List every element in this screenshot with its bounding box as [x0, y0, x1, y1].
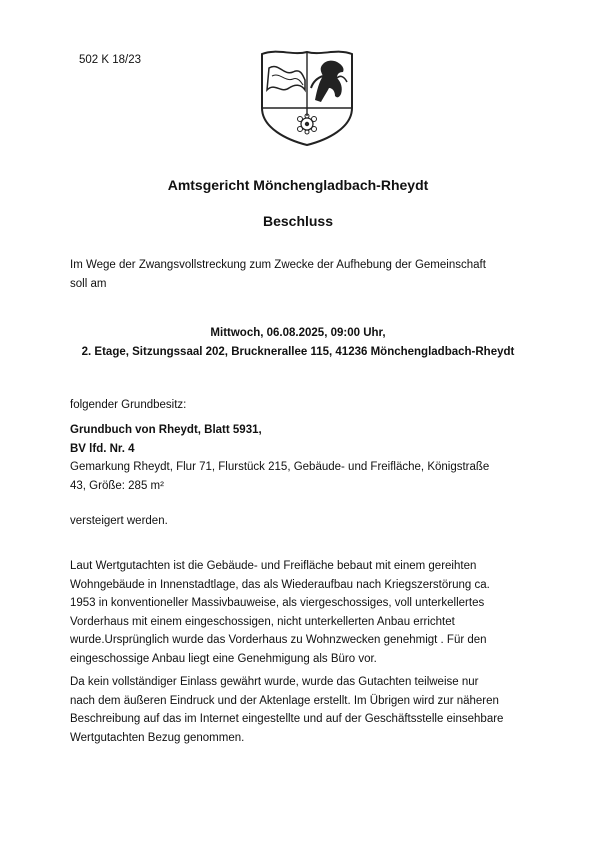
court-name: Amtsgericht Mönchengladbach-Rheydt — [167, 177, 429, 193]
paragraph-line: nach dem äußeren Eindruck und der Aktenlage erstellt. Im Übrigen wird zur näheren — [70, 694, 499, 707]
paragraph-line: Wertgutachten Bezug genommen. — [70, 731, 245, 744]
appointment-block — [0, 324, 596, 361]
paragraph-line: Da kein vollständiger Einlass gewährt wurde, wurde das Gutachten teilweise nur — [70, 676, 479, 688]
property-block — [70, 421, 540, 495]
paragraph-line: Beschreibung auf das im Internet eingestellte und auf der Geschäftsstelle einsehbare — [70, 713, 504, 725]
paragraph-line: eingeschossige Anbau liegt eine Genehmigung als Büro vor. — [70, 652, 377, 665]
property-description: Gemarkung Rheydt, Flur 71, Flurstück 215, Gebäude- und Freifläche, Königstraße — [70, 461, 490, 473]
document-title: Beschluss — [262, 213, 334, 229]
property-heading: folgender Grundbesitz: — [70, 399, 187, 411]
intro-paragraph — [70, 256, 540, 293]
auction-statement: versteigert werden. — [70, 515, 168, 527]
paragraph-line: Laut Wertgutachten ist die Gebäude- und Freifläche bebaut mit einem gereihten — [70, 560, 477, 572]
land-register: Grundbuch von Rheydt, Blatt 5931, — [70, 424, 262, 436]
nrw-coat-of-arms-icon — [257, 46, 357, 146]
paragraph-line: Wohngebäude in Innenstadtlage, das als Wiederaufbau nach Kriegszerstörung ca. — [70, 578, 490, 591]
appraisal-paragraph — [70, 557, 540, 668]
paragraph-line: Vorderhaus mit einem eingeschossigen, nicht unterkellerten Anbau errichtet — [70, 615, 455, 628]
appointment-date: Mittwoch, 06.08.2025, 09:00 Uhr, — [210, 327, 386, 339]
property-description: 43, Größe: 285 m² — [70, 479, 164, 492]
appointment-location: 2. Etage, Sitzungssaal 202, Brucknerallee 115, 41236 Mönchengladbach-Rheydt — [81, 345, 515, 358]
paragraph-line: 1953 in konventioneller Massivbauweise, als viergeschossiges, voll unterkellertes — [70, 597, 485, 609]
access-paragraph — [70, 673, 540, 747]
intro-line: soll am — [70, 277, 107, 290]
bv-number: BV lfd. Nr. 4 — [70, 442, 135, 455]
intro-line: Im Wege der Zwangsvollstreckung zum Zwecke der Aufhebung der Gemeinschaft — [70, 259, 486, 271]
case-number: 502 K 18/23 — [79, 54, 142, 66]
paragraph-line: wurde.Ursprünglich wurde das Vorderhaus zu Wohnzwecken genehmigt . Für den — [70, 634, 487, 646]
